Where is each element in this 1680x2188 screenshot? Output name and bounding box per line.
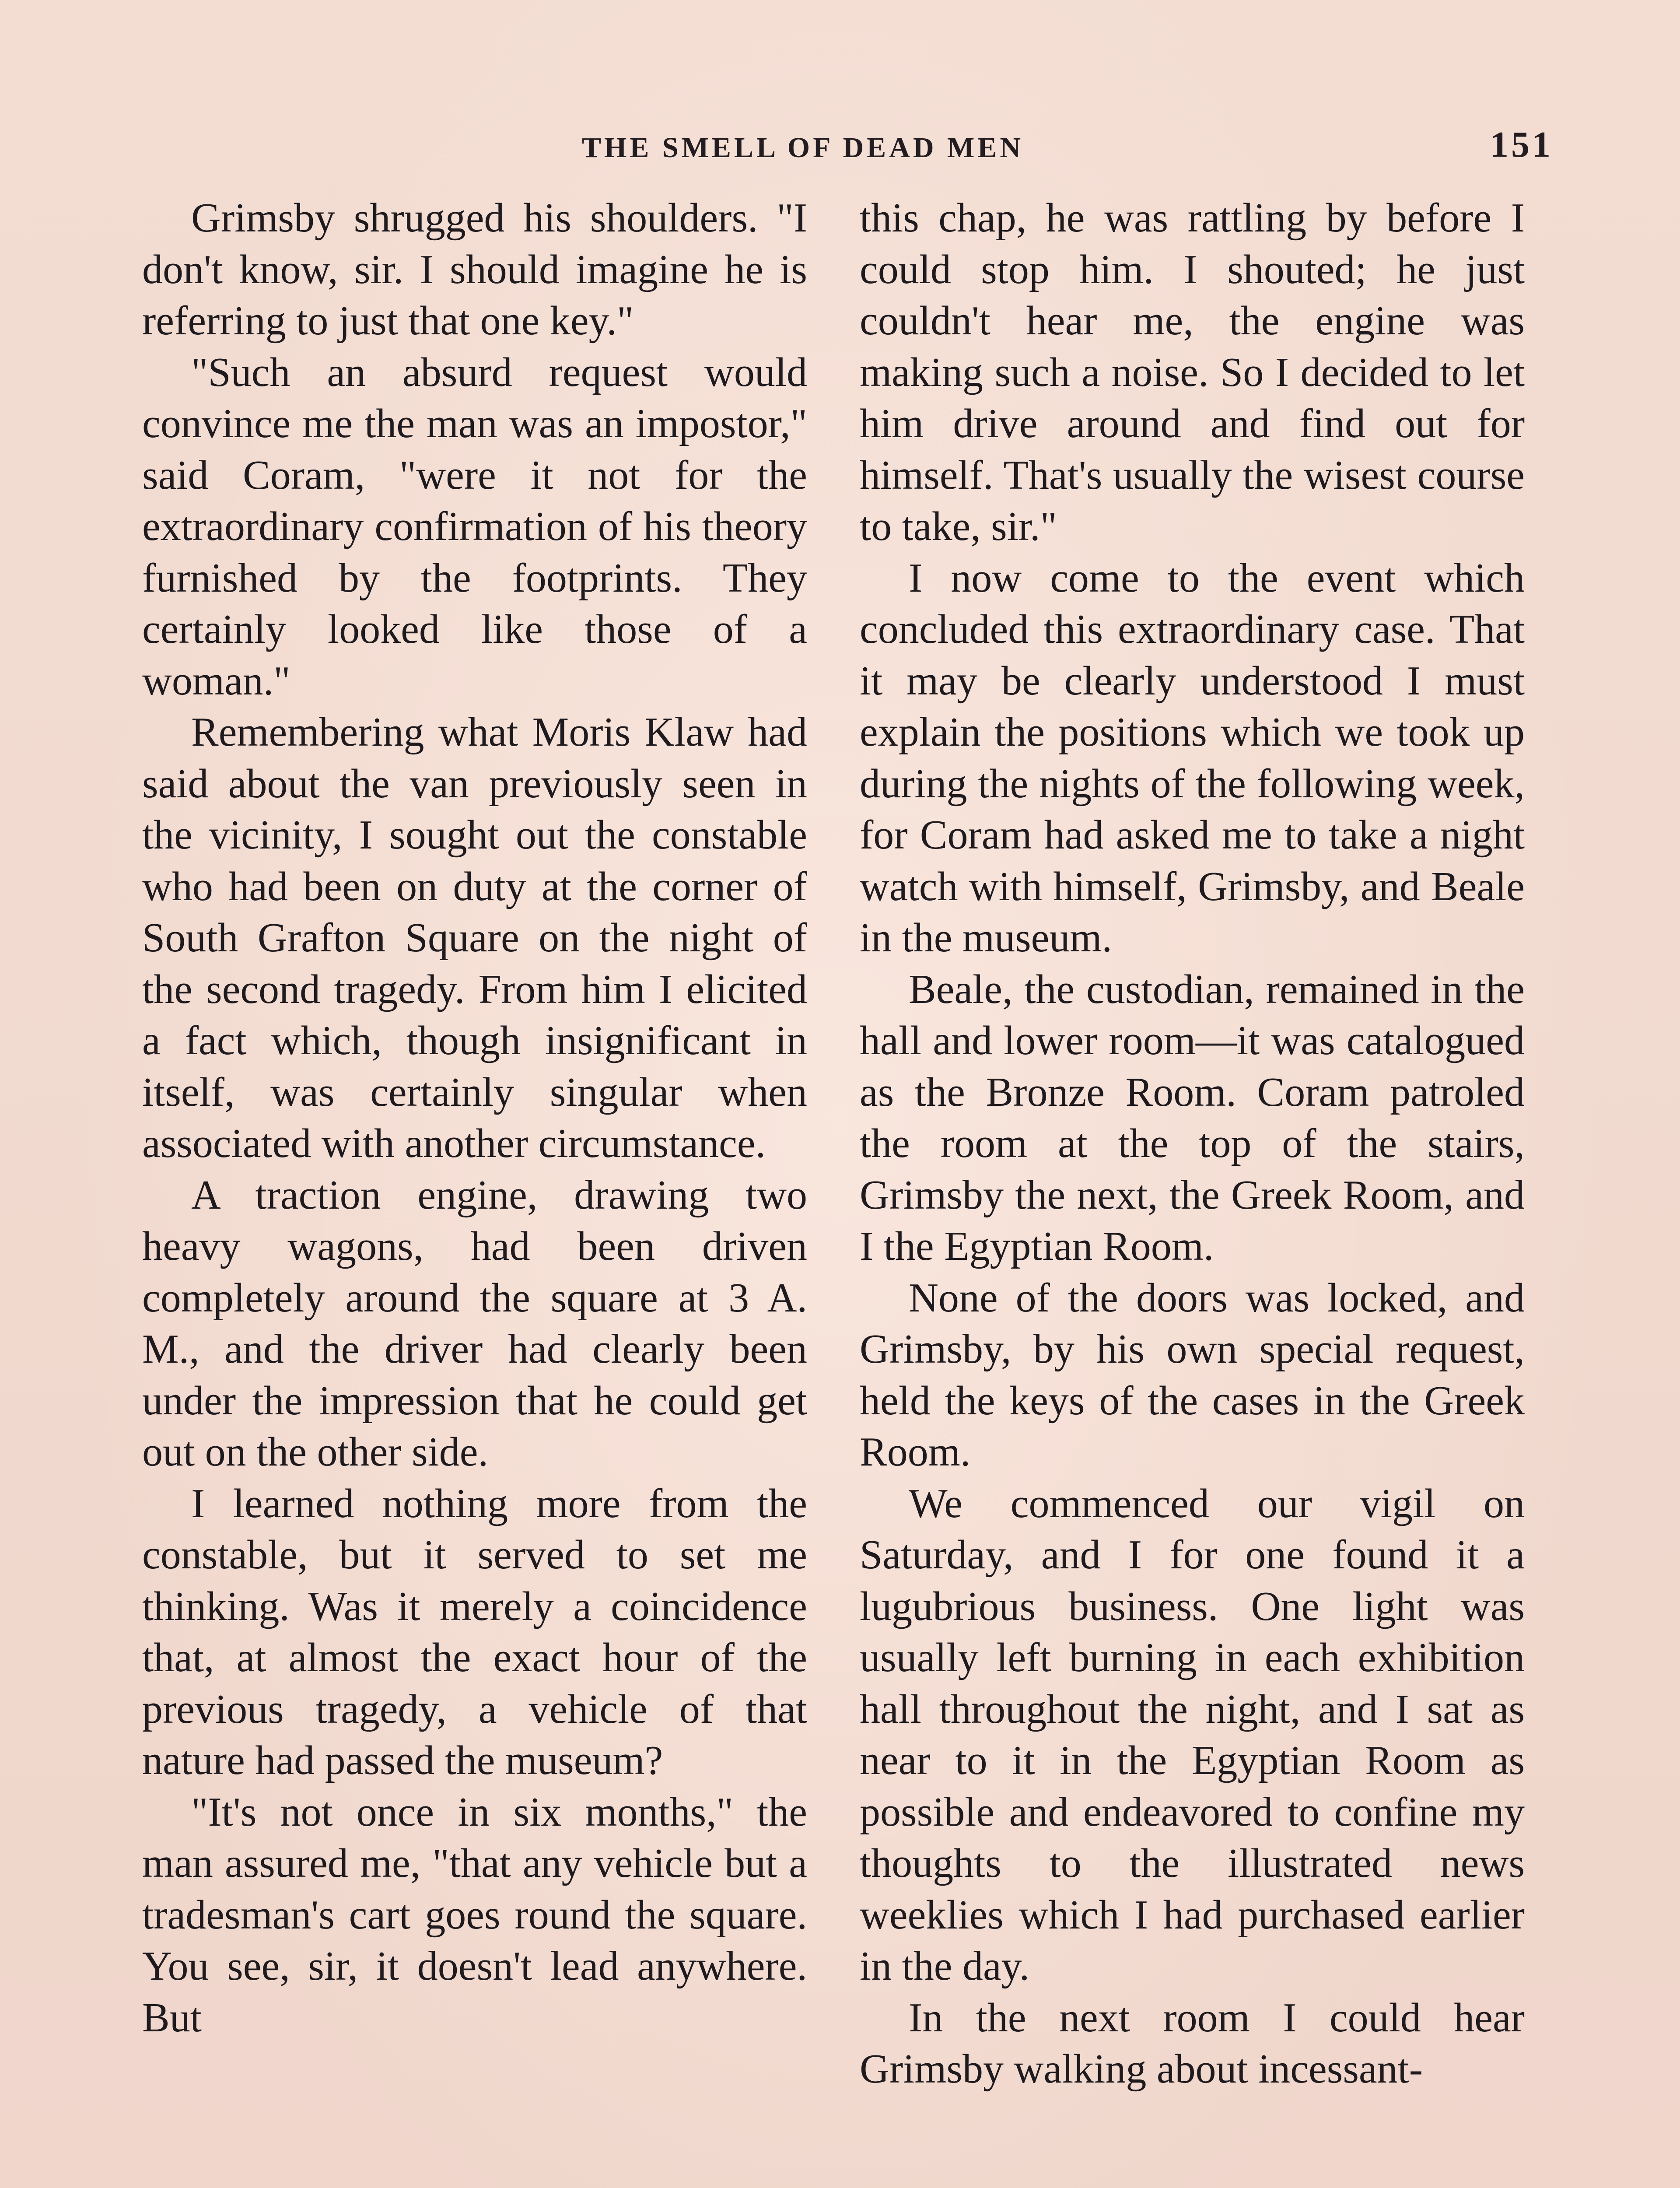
running-head-title: THE SMELL OF DEAD MEN bbox=[582, 132, 1024, 164]
paragraph: Beale, the custodian, remained in the hall and lower room—it was catalogued as the Bronze Room. Coram patroled the room at the top of the stairs, Grimsby the next, the Greek Room, and I the Egyptian Room. bbox=[860, 966, 1525, 1269]
right-text-column bbox=[860, 193, 1525, 2095]
paragraph: I learned nothing more from the constable, but it served to set me thinking. Was it merely a coincidence that, at almost the exact hour of the previous tragedy, a vehicle of that nature had passed the museum? bbox=[142, 1480, 807, 1783]
paragraph: In the next room I could hear Grimsby walking about incessant- bbox=[860, 1995, 1525, 2092]
paragraph-continuation: this chap, he was rattling by before I could stop him. I shouted; he just couldn't hear me, the engine was making such a noise. So I decided to let him drive around and find out for himself. That's usually the wisest course to take, sir." bbox=[860, 195, 1525, 549]
paragraph: A traction engine, drawing two heavy wagons, had been driven completely around the square at 3 A. M., and the driver had clearly been under the impression that he could get out on the other side. bbox=[142, 1172, 807, 1475]
paragraph: "It's not once in six months," the man assured me, "that any vehicle but a tradesman's cart goes round the square. You see, sir, it doesn't lead anywhere. But bbox=[142, 1789, 807, 2041]
left-text-column bbox=[142, 193, 807, 2044]
paragraph: "Such an absurd request would convince me the man was an impostor," said Coram, "were it not for the extraordinary confirmation of his theory furnished by the footprints. They certainly looked like those of a woman." bbox=[142, 349, 807, 704]
paragraph: I now come to the event which concluded this extraordinary case. That it may be clearly understood I must explain the positions which we took up during the nights of the following week, for Coram had asked me to take a night watch with himself, Grimsby, and Beale in the museum. bbox=[860, 555, 1525, 961]
paragraph: We commenced our vigil on Saturday, and I for one found it a lugubrious business. One light was usually left burning in each exhibition hall throughout the night, and I sat as near to it in the Egyptian Room as possible and endeavored to confine my thoughts to the illustrated news weeklies which I had purchased earlier in the day. bbox=[860, 1480, 1525, 1989]
paragraph: Grimsby shrugged his shoulders. "I don't know, sir. I should imagine he is referring to just that one key." bbox=[142, 195, 807, 344]
page-number: 151 bbox=[1490, 124, 1553, 165]
paragraph: Remembering what Moris Klaw had said about the van previously seen in the vicinity, I sought out the constable who had been on duty at the corner of South Grafton Square on the night of the second tragedy. From him I elicited a fact which, though insignificant in itself, was certainly singular when associated with another circumstance. bbox=[142, 709, 807, 1166]
paragraph: None of the doors was locked, and Grimsby, by his own special request, held the keys of the cases in the Greek Room. bbox=[860, 1275, 1525, 1475]
